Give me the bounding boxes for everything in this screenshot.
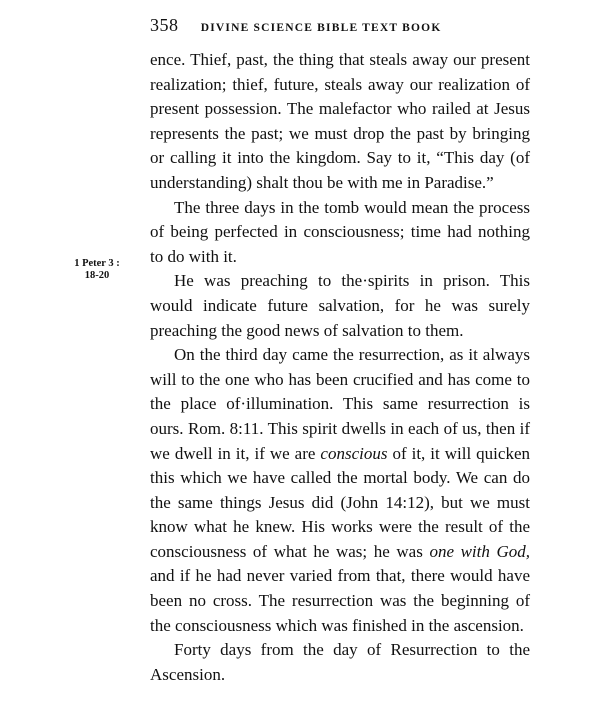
paragraph-4 [150, 343, 530, 638]
margin-reference-line-1: 1 Peter 3 : [74, 258, 120, 269]
running-head: DIVINE SCIENCE BIBLE TEXT BOOK [200, 22, 442, 34]
emphasis-one-with-god: one with God, [429, 541, 530, 561]
margin-reference [62, 258, 132, 282]
paragraph-2: The three days in the tomb would mean the process of being perfected in consciousness; time had nothing to do with it. [150, 197, 530, 266]
page-number: 358 [150, 15, 179, 35]
paragraph-4-part-c: of it, it will quicken this which we have called the mortal body. We can do the same things Jesus did (John 14:12), but we must know what he knew. His works were the result of the consciousness of what he was; he was [150, 443, 530, 561]
paragraph-1: ence. Thief, past, the thing that steals away our present realization; thief, future, steals away our realization of present possession. The malefactor who railed at Jesus represents the past; we must drop the past by bringing or calling it into the kingdom. Say to it, “This day (of understanding) shalt thou be with me in Paradise.” [150, 50, 530, 192]
margin-reference-line-2: 18-20 [84, 270, 110, 281]
emphasis-conscious: conscious [320, 443, 388, 463]
paragraph-4-part-e: and if he had never varied from that, there would have been no cross. The resurrection was the beginning of the consciousness which was finished in the ascension. [150, 566, 530, 635]
page-header [150, 15, 530, 36]
paragraph-5: Forty days from the day of Resurrection to the Ascension. [150, 640, 530, 684]
paragraph-4-part-a: On the third day came the resurrection, as it always will to the one who has been crucified and has come to the place of·illumination. This same resurrection is ours. Rom. 8:11. This spirit dwells in each of us, then if we dwell in it, if we are [150, 345, 530, 463]
body-text [150, 48, 530, 687]
paragraph-3: He was preaching to the·spirits in prison. This would indicate future salvation, for he was surely preaching the good news of salvation to them. [150, 271, 530, 340]
